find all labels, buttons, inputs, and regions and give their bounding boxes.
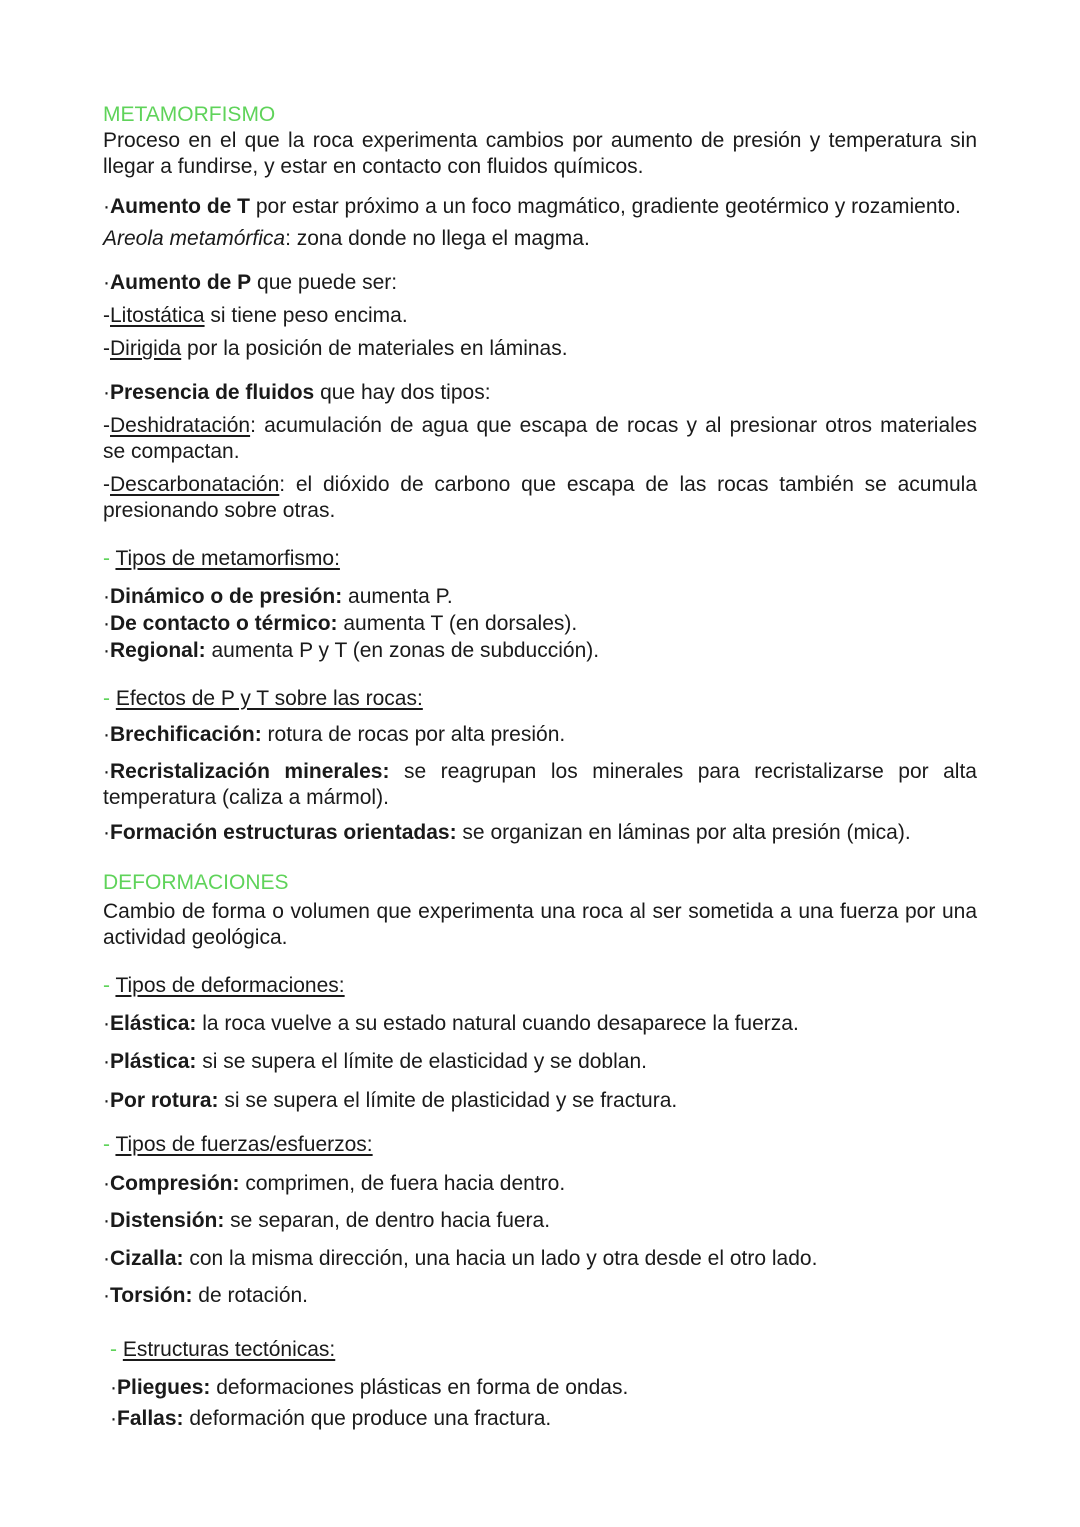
subheading-tipos-deformaciones: - Tipos de deformaciones: bbox=[103, 974, 345, 997]
litostatica-line: -Litostática si tiene peso encima. bbox=[103, 304, 408, 327]
subheading-estructuras: - Estructuras tectónicas: bbox=[110, 1338, 336, 1361]
dirigida-term: Dirigida bbox=[110, 337, 182, 360]
list-item: ·Formación estructuras orientadas: se organizan en láminas por alta presión (mica). bbox=[103, 821, 911, 844]
dirigida-line: -Dirigida por la posición de materiales en láminas. bbox=[103, 337, 568, 360]
aumento-t-paragraph: ·Aumento de T por estar próximo a un foco magmático, gradiente geotérmico y rozamiento. bbox=[103, 195, 961, 218]
aumento-p-term: Aumento de P bbox=[110, 271, 252, 294]
subheading-tipos-metamorfismo: - Tipos de metamorfismo: bbox=[103, 547, 340, 570]
list-item: ·Por rotura: si se supera el límite de plasticidad y se fractura. bbox=[103, 1089, 678, 1112]
section-title-metamorfismo: METAMORFISMO bbox=[103, 103, 276, 126]
deshidratacion-desc: : acumulación de agua que escapa de rocas y al presionar otros materiales se compactan. bbox=[103, 414, 977, 463]
dirigida-desc: por la posición de materiales en láminas. bbox=[181, 337, 568, 360]
list-item: ·Regional: aumenta P y T (en zonas de subducción). bbox=[103, 639, 600, 662]
metamorfismo-intro: Proceso en el que la roca experimenta cambios por aumento de presión y temperatura sin llegar a fundirse, y estar en contacto con fluidos químicos. bbox=[103, 129, 977, 178]
list-item: ·Compresión: comprimen, de fuera hacia dentro. bbox=[103, 1172, 566, 1195]
descarbonatacion-line: -Descarbonatación: el dióxido de carbono que escapa de las rocas también se acumula presionando sobre otras. bbox=[103, 473, 977, 522]
list-item: ·Plástica: si se supera el límite de elasticidad y se doblan. bbox=[103, 1050, 647, 1073]
list-item: ·Torsión: de rotación. bbox=[103, 1284, 309, 1307]
list-item: ·Recristalización minerales: se reagrupan los minerales para recristalizarse por alta temperatura (caliza a mármol). bbox=[103, 760, 977, 809]
aumento-p-desc: que puede ser: bbox=[251, 271, 398, 294]
aumento-t-term: Aumento de T bbox=[110, 195, 250, 218]
list-item: ·Brechificación: rotura de rocas por alta presión. bbox=[103, 723, 566, 746]
subheading-fuerzas: - Tipos de fuerzas/esfuerzos: bbox=[103, 1133, 373, 1156]
areola-desc: : zona donde no llega el magma. bbox=[285, 227, 590, 250]
litostatica-term: Litostática bbox=[110, 304, 205, 327]
deshidratacion-line: -Deshidratación: acumulación de agua que escapa de rocas y al presionar otros materiales se compactan. bbox=[103, 414, 977, 463]
document-page bbox=[103, 102, 977, 1432]
section-title-deformaciones: DEFORMACIONES bbox=[103, 871, 289, 894]
deformaciones-intro: Cambio de forma o volumen que experimenta una roca al ser sometida a una fuerza por una actividad geológica. bbox=[103, 900, 977, 949]
areola-paragraph bbox=[103, 226, 977, 252]
deshidratacion-term: Deshidratación bbox=[110, 414, 251, 437]
list-item: ·Cizalla: con la misma dirección, una hacia un lado y otra desde el otro lado. bbox=[103, 1247, 818, 1270]
list-item: ·De contacto o térmico: aumenta T (en dorsales). bbox=[103, 612, 578, 635]
areola-term: Areola metamórfica bbox=[103, 227, 286, 250]
litostatica-desc: si tiene peso encima. bbox=[204, 304, 408, 327]
list-item: ·Fallas: deformación que produce una fractura. bbox=[110, 1407, 552, 1430]
list-item: ·Elástica: la roca vuelve a su estado natural cuando desaparece la fuerza. bbox=[103, 1012, 799, 1035]
list-item: ·Distensión: se separan, de dentro hacia fuera. bbox=[103, 1209, 551, 1232]
fluidos-desc: que hay dos tipos: bbox=[314, 381, 491, 404]
subheading-efectos: - Efectos de P y T sobre las rocas: bbox=[103, 687, 423, 710]
list-item: ·Dinámico o de presión: aumenta P. bbox=[103, 585, 453, 608]
fluidos-paragraph: ·Presencia de fluidos que hay dos tipos: bbox=[103, 381, 491, 404]
fluidos-term: Presencia de fluidos bbox=[110, 381, 315, 404]
list-item: ·Pliegues: deformaciones plásticas en forma de ondas. bbox=[110, 1376, 629, 1399]
aumento-p-paragraph: ·Aumento de P que puede ser: bbox=[103, 271, 398, 294]
descarbonatacion-term: Descarbonatación bbox=[110, 473, 280, 496]
aumento-t-desc: por estar próximo a un foco magmático, gradiente geotérmico y rozamiento. bbox=[250, 195, 961, 218]
descarbonatacion-desc: : el dióxido de carbono que escapa de las rocas también se acumula presionando sobre otras. bbox=[103, 473, 977, 522]
